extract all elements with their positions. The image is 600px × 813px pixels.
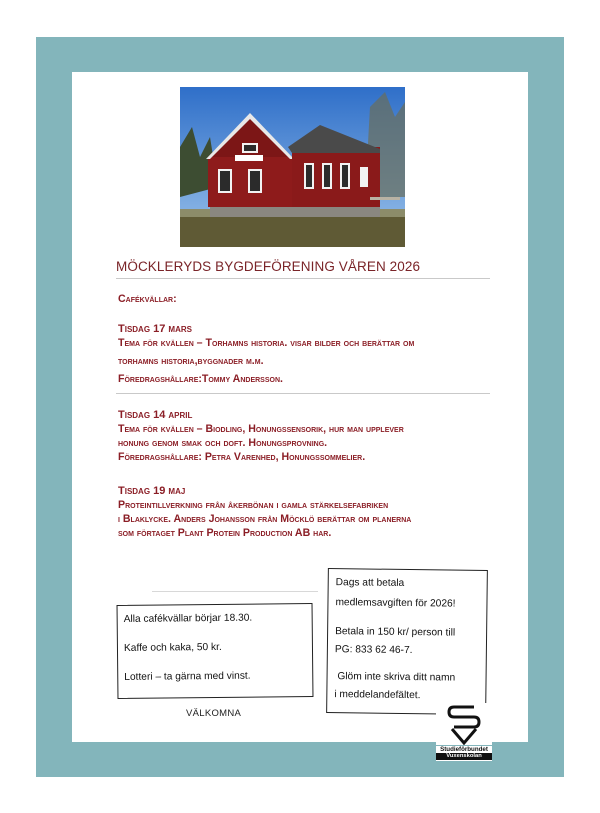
welcome-text: VÄLKOMNA [186, 708, 242, 719]
event-3-line-3: som förtaget Plant Protein Production AB har. [118, 527, 332, 539]
event-1 [118, 322, 414, 386]
info-line-1: Alla cafékvällar börjar 18.30. [123, 612, 253, 625]
event-1-line-3: Föredragshållare:Tommy Andersson. [118, 373, 283, 385]
event-1-date: Tisdag 17 mars [118, 323, 192, 335]
info-line-2: Kaffe och kaka, 50 kr. [123, 641, 222, 654]
page-title: MÖCKLERYDS BYGDEFÖRENING VÅREN 2026 [116, 259, 421, 274]
logo-line-2: Vuxenskolan [436, 753, 492, 760]
event-1-line-1: Tema för kvällen – Torhamns historia. visar bilder och berättar om [118, 337, 415, 349]
event-3 [118, 484, 411, 540]
event-2-line-1: Tema för kvällen – Biodling, Honungssensorik, hur man upplever [118, 423, 404, 435]
program-heading: Cafékvällar: [118, 293, 177, 305]
red-wooden-house-photo-icon [180, 87, 405, 247]
payment-line-4: PG: 833 62 46-7. [334, 644, 413, 657]
event-3-line-2: i Blaklycke. Anders Johansson från Möcklö berättar om planerna [118, 513, 412, 525]
payment-line-5: Glöm inte skriva ditt namn [334, 671, 456, 684]
house-photo [180, 87, 405, 247]
info-box [117, 603, 314, 699]
event-2 [118, 408, 404, 464]
logo-line-1: Studieförbundet [440, 746, 488, 753]
payment-line-2: medlemsavgiften för 2026! [335, 597, 456, 610]
event-3-line-1: Proteintillverkning från åkerbönan i gamla stärkelsefabriken [118, 499, 389, 511]
event-1-line-2: torhamns historia,byggnader m.m. [118, 355, 264, 367]
title-divider [116, 278, 490, 279]
event-2-line-2: honung genom smak och doft. Honungsprovning. [118, 437, 328, 449]
payment-line-6: i meddelandefältet. [334, 689, 421, 702]
payment-box [326, 568, 488, 715]
event-divider [116, 393, 490, 394]
studieforbundet-logo [436, 703, 492, 761]
event-2-line-3: Föredragshållare: Petra Varenhed, Honungssommelier. [118, 451, 366, 463]
payment-line-3: Betala in 150 kr/ person till [335, 626, 456, 639]
event-2-date: Tisdag 14 april [118, 409, 193, 421]
box-divider [152, 591, 318, 592]
payment-line-1: Dags att betala [335, 577, 405, 589]
sv-logo-icon [436, 703, 492, 745]
event-3-date: Tisdag 19 maj [118, 485, 186, 497]
info-line-3: Lotteri – ta gärna med vinst. [124, 670, 251, 683]
